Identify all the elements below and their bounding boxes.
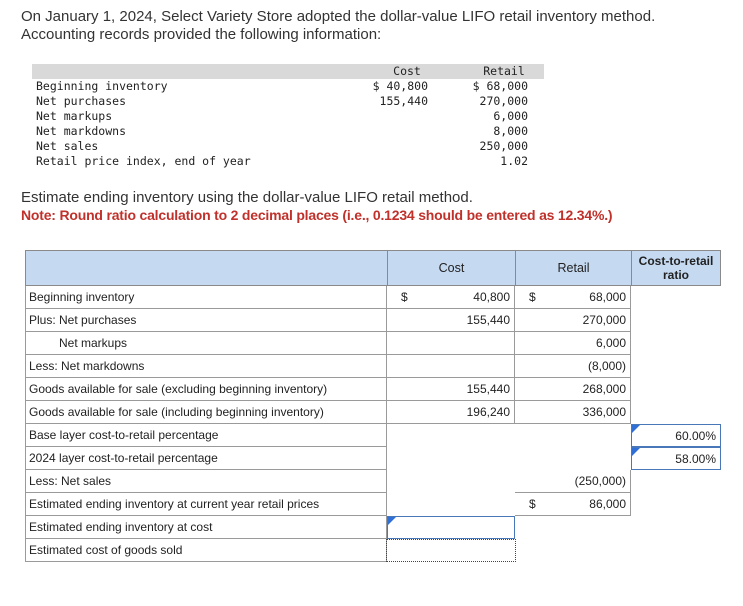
given-label-beginning: Beginning inventory [36, 79, 168, 93]
retail-value: (8,000) [587, 359, 626, 373]
retail-cell [515, 355, 631, 378]
cost-cell [387, 309, 515, 332]
retail-cell [515, 286, 631, 309]
ratio-value: 58.00% [675, 452, 716, 466]
cost-cell [387, 378, 515, 401]
retail-value: 68,000 [589, 290, 626, 304]
cost-value: 196,240 [466, 405, 510, 419]
header-label-cell [25, 250, 388, 286]
layer-ratio-input[interactable] [631, 447, 721, 470]
row-label: Less: Net markdowns [25, 355, 387, 378]
row-label: Net markups [25, 332, 387, 355]
given-retail-purchases: 270,000 [479, 94, 528, 108]
cost-value: 155,440 [466, 313, 510, 327]
retail-value: 6,000 [595, 336, 626, 350]
base-ratio-input[interactable] [631, 424, 721, 447]
input-marker-icon [632, 425, 640, 433]
given-retail-index: 1.02 [500, 154, 528, 168]
retail-value: 336,000 [582, 405, 626, 419]
cost-value: 40,800 [473, 290, 510, 304]
given-retail-markups: 6,000 [493, 109, 528, 123]
row-label: Estimated ending inventory at cost [25, 516, 387, 539]
row-label: Estimated ending inventory at current year retail prices [25, 493, 387, 516]
cost-value: 155,440 [466, 382, 510, 396]
row-label: 2024 layer cost-to-retail percentage [25, 447, 387, 470]
retail-cell [515, 401, 631, 424]
row-label: Base layer cost-to-retail percentage [25, 424, 387, 447]
retail-dollar-sign: $ [529, 497, 536, 511]
given-retail-header: Retail [483, 64, 525, 78]
row-label: Plus: Net purchases [25, 309, 387, 332]
given-retail-beginning: $ 68,000 [472, 79, 528, 93]
row-label: Beginning inventory [25, 286, 387, 309]
given-label-markdowns: Net markdowns [36, 124, 127, 138]
cost-cell [387, 332, 515, 355]
retail-cell [515, 470, 631, 493]
retail-value: 86,000 [589, 497, 626, 511]
retail-value: (250,000) [574, 474, 626, 488]
problem-intro: On January 1, 2024, Select Variety Store adopted the dollar-value LIFO retail inventory method. Accounting records provided the following information: [21, 8, 656, 43]
instruction-text: Estimate ending inventory using the dollar-value LIFO retail method. [21, 189, 473, 206]
retail-cell [515, 309, 631, 332]
header-ratio-cell [631, 250, 721, 286]
cost-cell [387, 355, 515, 378]
given-cost-beginning: $ 40,800 [372, 79, 428, 93]
given-cost-header: Cost [393, 64, 421, 78]
header-retail: Retail [557, 261, 590, 275]
ratio-value: 60.00% [675, 429, 716, 443]
row-label: Goods available for sale (including beginning inventory) [25, 401, 387, 424]
cost-cell [387, 286, 515, 309]
given-retail-sales: 250,000 [479, 139, 528, 153]
given-label-index: Retail price index, end of year [36, 154, 251, 168]
row-label: Goods available for sale (excluding beginning inventory) [25, 378, 387, 401]
given-label-sales: Net sales [36, 139, 99, 153]
row-label: Less: Net sales [25, 470, 387, 493]
row-label: Estimated cost of goods sold [25, 539, 387, 562]
retail-value: 270,000 [582, 313, 626, 327]
retail-cell [515, 378, 631, 401]
given-retail-markdowns: 8,000 [493, 124, 528, 138]
rounding-note: Note: Round ratio calculation to 2 decimal places (i.e., 0.1234 should be entered as 12.34%.) [21, 207, 613, 223]
given-cost-purchases: 155,440 [379, 94, 428, 108]
header-ratio: Cost-to-retail ratio [638, 254, 714, 282]
ending-inventory-cost-input[interactable] [387, 516, 515, 539]
input-marker-icon [632, 448, 640, 456]
header-cost: Cost [438, 261, 465, 275]
cost-cell [387, 401, 515, 424]
given-label-markups: Net markups [36, 109, 113, 123]
header-retail-cell [515, 250, 632, 286]
retail-value: 268,000 [582, 382, 626, 396]
given-label-purchases: Net purchases [36, 94, 127, 108]
retail-dollar-sign: $ [529, 290, 536, 304]
header-cost-cell [387, 250, 516, 286]
input-marker-icon [388, 517, 396, 525]
retail-cell [515, 332, 631, 355]
cost-of-goods-sold-input[interactable] [386, 539, 516, 562]
retail-cell [515, 493, 631, 516]
cost-dollar-sign: $ [401, 290, 408, 304]
